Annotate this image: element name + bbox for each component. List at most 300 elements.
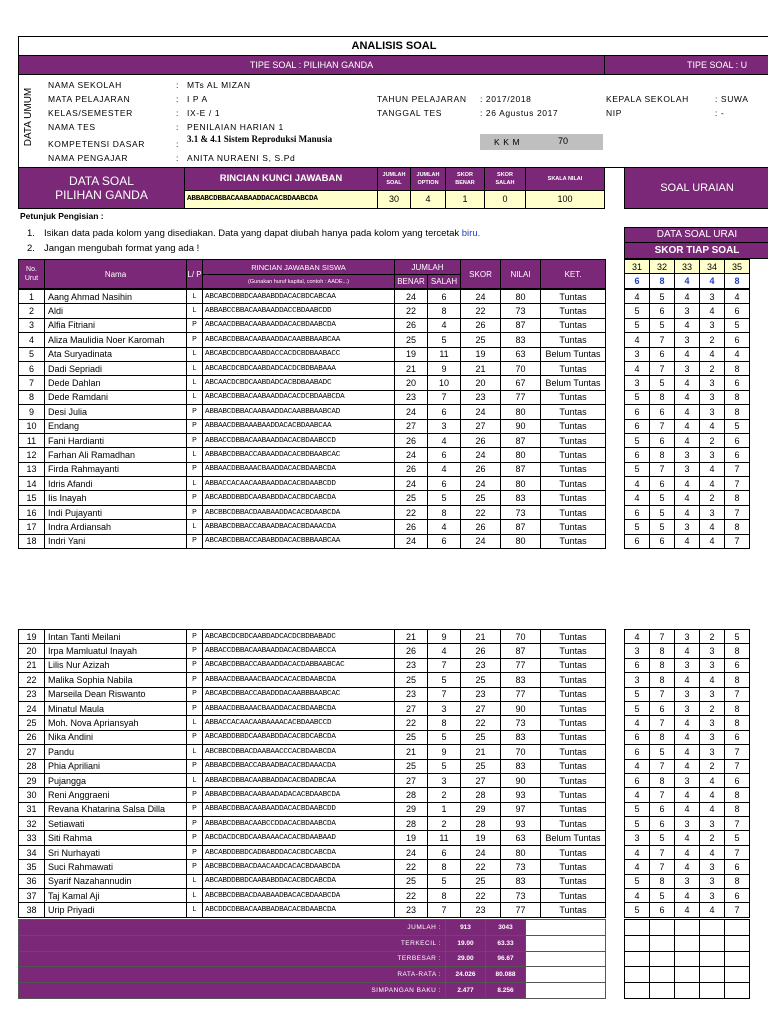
uraian-score[interactable]: 5 bbox=[625, 390, 650, 404]
student-answers[interactable]: ABBABCDBBACAABAADDACAABBBAABCAD bbox=[203, 405, 395, 419]
uraian-score[interactable]: 6 bbox=[725, 376, 750, 390]
uraian-score[interactable]: 4 bbox=[700, 788, 725, 802]
uraian-score[interactable]: 5 bbox=[650, 290, 675, 304]
uraian-score[interactable]: 4 bbox=[675, 376, 700, 390]
uraian-score[interactable]: 6 bbox=[650, 304, 675, 318]
student-name[interactable]: Indra Ardiansah bbox=[45, 520, 187, 534]
student-gender[interactable]: P bbox=[187, 759, 203, 773]
student-gender[interactable]: P bbox=[187, 491, 203, 505]
uraian-score[interactable]: 7 bbox=[725, 687, 750, 701]
student-gender[interactable]: P bbox=[187, 333, 203, 347]
uraian-score[interactable]: 4 bbox=[675, 318, 700, 332]
student-answers[interactable]: ABBACCACAACAABAADDACACBDAABCDD bbox=[203, 477, 395, 491]
uraian-score[interactable]: 7 bbox=[650, 419, 675, 433]
uraian-score[interactable]: 4 bbox=[700, 903, 725, 917]
student-gender[interactable]: P bbox=[187, 419, 203, 433]
skor-salah-input[interactable] bbox=[484, 190, 526, 209]
uraian-score[interactable]: 5 bbox=[625, 433, 650, 447]
student-answers[interactable]: ABCABCDCBDCAABDACCACDCBDBAABACC bbox=[203, 347, 395, 361]
uraian-score[interactable]: 4 bbox=[675, 290, 700, 304]
uraian-score[interactable]: 5 bbox=[625, 520, 650, 534]
uraian-score[interactable]: 4 bbox=[675, 644, 700, 658]
student-gender[interactable]: P bbox=[187, 687, 203, 701]
uraian-score[interactable]: 6 bbox=[725, 658, 750, 672]
uraian-score[interactable]: 8 bbox=[650, 773, 675, 787]
student-gender[interactable]: P bbox=[187, 845, 203, 859]
student-gender[interactable]: L bbox=[187, 376, 203, 390]
student-gender[interactable]: L bbox=[187, 874, 203, 888]
uraian-score[interactable]: 4 bbox=[625, 845, 650, 859]
uraian-score[interactable]: 3 bbox=[700, 390, 725, 404]
uraian-score[interactable]: 4 bbox=[700, 845, 725, 859]
uraian-score[interactable]: 6 bbox=[650, 534, 675, 548]
student-name[interactable]: Ata Suryadinata bbox=[45, 347, 187, 361]
uraian-score[interactable]: 4 bbox=[700, 304, 725, 318]
uraian-max[interactable]: 4 bbox=[675, 274, 700, 288]
student-answers[interactable]: ABCDDCDBBACAABBADBACACBDAABCDA bbox=[203, 903, 395, 917]
uraian-score[interactable]: 4 bbox=[675, 477, 700, 491]
uraian-score[interactable]: 4 bbox=[625, 860, 650, 874]
student-gender[interactable]: P bbox=[187, 505, 203, 519]
uraian-score[interactable]: 5 bbox=[625, 318, 650, 332]
uraian-score[interactable]: 3 bbox=[700, 730, 725, 744]
uraian-score[interactable]: 7 bbox=[650, 788, 675, 802]
uraian-score[interactable]: 7 bbox=[650, 860, 675, 874]
uraian-score[interactable]: 8 bbox=[650, 874, 675, 888]
uraian-score[interactable]: 3 bbox=[700, 874, 725, 888]
uraian-score[interactable]: 3 bbox=[700, 658, 725, 672]
uraian-score[interactable]: 6 bbox=[650, 802, 675, 816]
uraian-score[interactable]: 7 bbox=[650, 361, 675, 375]
uraian-score[interactable]: 3 bbox=[675, 687, 700, 701]
student-name[interactable]: Marseila Dean Riswanto bbox=[45, 687, 187, 701]
student-answers[interactable]: ABCABCDBBACCABAADDACACDABBAABCAC bbox=[203, 658, 395, 672]
uraian-score[interactable]: 4 bbox=[675, 730, 700, 744]
jumlah-soal-input[interactable] bbox=[377, 190, 411, 209]
uraian-score[interactable]: 8 bbox=[725, 491, 750, 505]
student-name[interactable]: Pujangga bbox=[45, 773, 187, 787]
uraian-score[interactable]: 5 bbox=[625, 903, 650, 917]
student-answers[interactable]: ABCBBCDBBACDAABAADDACACBDAABCDA bbox=[203, 505, 395, 519]
student-name[interactable]: Minatul Maula bbox=[45, 701, 187, 715]
student-name[interactable]: Irpa Mamluatul Inayah bbox=[45, 644, 187, 658]
uraian-score[interactable]: 4 bbox=[675, 347, 700, 361]
uraian-score[interactable]: 3 bbox=[625, 376, 650, 390]
student-gender[interactable]: P bbox=[187, 658, 203, 672]
uraian-score[interactable]: 3 bbox=[675, 701, 700, 715]
student-name[interactable]: Desi Julia bbox=[45, 405, 187, 419]
student-name[interactable]: Farhan Ali Ramadhan bbox=[45, 448, 187, 462]
student-answers[interactable]: ABCBBCDBBACDAABAADBACACBDAABCDA bbox=[203, 889, 395, 903]
uraian-score[interactable]: 7 bbox=[725, 534, 750, 548]
uraian-score[interactable]: 7 bbox=[725, 477, 750, 491]
uraian-score[interactable]: 2 bbox=[700, 759, 725, 773]
student-gender[interactable]: P bbox=[187, 860, 203, 874]
uraian-score[interactable]: 2 bbox=[700, 333, 725, 347]
uraian-score[interactable]: 6 bbox=[625, 419, 650, 433]
uraian-score[interactable]: 4 bbox=[675, 903, 700, 917]
student-name[interactable]: Indi Pujayanti bbox=[45, 505, 187, 519]
uraian-score[interactable]: 4 bbox=[675, 831, 700, 845]
uraian-score[interactable]: 3 bbox=[700, 716, 725, 730]
uraian-score[interactable]: 6 bbox=[650, 433, 675, 447]
uraian-score[interactable]: 5 bbox=[625, 817, 650, 831]
uraian-score[interactable]: 7 bbox=[725, 759, 750, 773]
uraian-score[interactable]: 8 bbox=[725, 701, 750, 715]
uraian-score[interactable]: 4 bbox=[725, 347, 750, 361]
uraian-score[interactable]: 3 bbox=[700, 290, 725, 304]
student-gender[interactable]: P bbox=[187, 462, 203, 476]
uraian-score[interactable]: 8 bbox=[725, 361, 750, 375]
nama-tes-value[interactable]: PENILAIAN HARIAN 1 bbox=[187, 122, 284, 132]
student-name[interactable]: Fani Hardianti bbox=[45, 433, 187, 447]
student-name[interactable]: Nika Andini bbox=[45, 730, 187, 744]
student-answers[interactable]: ABBACCDBBACAABAADDACACBDAABCCA bbox=[203, 644, 395, 658]
uraian-score[interactable]: 5 bbox=[625, 462, 650, 476]
student-name[interactable]: Alfia Fitriani bbox=[45, 318, 187, 332]
uraian-score[interactable]: 4 bbox=[675, 390, 700, 404]
student-answers[interactable]: ABBABCDBBACCABAADBACACBDAAACDA bbox=[203, 520, 395, 534]
uraian-score[interactable]: 4 bbox=[675, 491, 700, 505]
uraian-score[interactable]: 6 bbox=[650, 405, 675, 419]
uraian-score[interactable]: 4 bbox=[700, 347, 725, 361]
uraian-score[interactable]: 3 bbox=[675, 658, 700, 672]
uraian-score[interactable]: 7 bbox=[650, 462, 675, 476]
uraian-score[interactable]: 3 bbox=[700, 889, 725, 903]
uraian-score[interactable]: 5 bbox=[650, 831, 675, 845]
student-name[interactable]: Sri Nurhayati bbox=[45, 845, 187, 859]
kkm-value[interactable]: 70 bbox=[558, 136, 569, 146]
student-gender[interactable]: P bbox=[187, 534, 203, 548]
student-answers[interactable]: ABCAACDBBACAABAADDACACBDAABCDA bbox=[203, 318, 395, 332]
student-answers[interactable]: ABCDACDCBDCAABAAACACACBDAABAAD bbox=[203, 831, 395, 845]
uraian-score[interactable]: 3 bbox=[700, 745, 725, 759]
student-answers[interactable]: ABBABCDBBACAABAADADACACBDAABCDA bbox=[203, 788, 395, 802]
student-gender[interactable]: L bbox=[187, 773, 203, 787]
uraian-score[interactable]: 4 bbox=[625, 290, 650, 304]
uraian-score[interactable]: 2 bbox=[700, 831, 725, 845]
uraian-score[interactable]: 3 bbox=[675, 817, 700, 831]
student-gender[interactable]: L bbox=[187, 716, 203, 730]
uraian-score[interactable]: 3 bbox=[625, 673, 650, 687]
uraian-score[interactable]: 5 bbox=[650, 889, 675, 903]
student-answers[interactable]: ABCBBCDBBACDAABAACCCACBDAABCDA bbox=[203, 745, 395, 759]
uraian-score[interactable]: 4 bbox=[625, 889, 650, 903]
uraian-score[interactable]: 7 bbox=[650, 333, 675, 347]
student-answers[interactable]: ABCABCDBBACCABADDDACAABBBAABCAC bbox=[203, 687, 395, 701]
student-gender[interactable]: P bbox=[187, 802, 203, 816]
uraian-score[interactable]: 4 bbox=[625, 788, 650, 802]
student-gender[interactable]: L bbox=[187, 290, 203, 304]
uraian-score[interactable]: 4 bbox=[700, 477, 725, 491]
uraian-score[interactable]: 4 bbox=[675, 802, 700, 816]
uraian-score[interactable]: 5 bbox=[625, 304, 650, 318]
uraian-score[interactable]: 4 bbox=[675, 419, 700, 433]
uraian-score[interactable]: 5 bbox=[650, 520, 675, 534]
student-name[interactable]: Malika Sophia Nabila bbox=[45, 673, 187, 687]
uraian-score[interactable]: 4 bbox=[675, 534, 700, 548]
uraian-score[interactable]: 3 bbox=[700, 817, 725, 831]
student-gender[interactable]: P bbox=[187, 630, 203, 644]
student-name[interactable]: Urip Priyadi bbox=[45, 903, 187, 917]
uraian-score[interactable]: 5 bbox=[725, 630, 750, 644]
uraian-score[interactable]: 3 bbox=[675, 333, 700, 347]
uraian-score[interactable]: 3 bbox=[700, 860, 725, 874]
student-name[interactable]: Idris Afandi bbox=[45, 477, 187, 491]
student-gender[interactable]: P bbox=[187, 318, 203, 332]
student-answers[interactable]: ABCABCDCBDCAABDADCACDCBDBABAAA bbox=[203, 361, 395, 375]
uraian-score[interactable]: 8 bbox=[650, 730, 675, 744]
uraian-score[interactable]: 5 bbox=[725, 831, 750, 845]
uraian-score[interactable]: 7 bbox=[725, 845, 750, 859]
kepsek-value[interactable]: : SUWA bbox=[715, 94, 749, 104]
student-answers[interactable]: ABBABCCBBACAABAADDACCBDAABCDD bbox=[203, 304, 395, 318]
uraian-score[interactable]: 4 bbox=[700, 773, 725, 787]
uraian-score[interactable]: 8 bbox=[725, 802, 750, 816]
uraian-score[interactable]: 3 bbox=[700, 318, 725, 332]
student-name[interactable]: Aliza Maulidia Noer Karomah bbox=[45, 333, 187, 347]
uraian-score[interactable]: 6 bbox=[625, 730, 650, 744]
uraian-score[interactable]: 4 bbox=[675, 889, 700, 903]
student-answers[interactable]: ABBACCDBBACAABAADDACACBDAABCCD bbox=[203, 433, 395, 447]
uraian-score[interactable]: 4 bbox=[625, 361, 650, 375]
student-name[interactable]: Aang Ahmad Nasihin bbox=[45, 290, 187, 304]
student-name[interactable]: Revana Khatarina Salsa Dilla bbox=[45, 802, 187, 816]
uraian-score[interactable]: 4 bbox=[675, 716, 700, 730]
uraian-score[interactable]: 2 bbox=[700, 630, 725, 644]
uraian-score[interactable]: 6 bbox=[650, 477, 675, 491]
student-gender[interactable]: P bbox=[187, 730, 203, 744]
uraian-max[interactable]: 8 bbox=[650, 274, 675, 288]
uraian-score[interactable]: 4 bbox=[625, 491, 650, 505]
uraian-score[interactable]: 4 bbox=[625, 477, 650, 491]
uraian-score[interactable]: 7 bbox=[650, 759, 675, 773]
student-answers[interactable]: ABBACCACAACAABAAAACACBDAABCCD bbox=[203, 716, 395, 730]
uraian-score[interactable]: 4 bbox=[700, 520, 725, 534]
student-name[interactable]: Endang bbox=[45, 419, 187, 433]
uraian-score[interactable]: 6 bbox=[650, 347, 675, 361]
skala-nilai-input[interactable] bbox=[525, 190, 605, 209]
student-name[interactable]: Moh. Nova Apriansyah bbox=[45, 716, 187, 730]
student-gender[interactable]: L bbox=[187, 304, 203, 318]
uraian-score[interactable]: 5 bbox=[625, 687, 650, 701]
uraian-score[interactable]: 2 bbox=[700, 491, 725, 505]
uraian-score[interactable]: 6 bbox=[725, 773, 750, 787]
uraian-score[interactable]: 8 bbox=[725, 788, 750, 802]
nip-value[interactable]: : - bbox=[715, 108, 725, 118]
uraian-score[interactable]: 7 bbox=[725, 817, 750, 831]
uraian-score[interactable]: 4 bbox=[700, 419, 725, 433]
uraian-score[interactable]: 5 bbox=[625, 802, 650, 816]
uraian-score[interactable]: 8 bbox=[725, 673, 750, 687]
skor-benar-input[interactable] bbox=[445, 190, 485, 209]
student-name[interactable]: Aldi bbox=[45, 304, 187, 318]
student-answers[interactable]: ABCABCDBBACCABABDDACACBBBAABCAA bbox=[203, 534, 395, 548]
uraian-score[interactable]: 3 bbox=[700, 448, 725, 462]
student-answers[interactable]: ABCABDDBBDCAABABDDACACBDCABCDA bbox=[203, 874, 395, 888]
uraian-score[interactable]: 4 bbox=[675, 759, 700, 773]
kd-value[interactable]: 3.1 & 4.1 Sistem Reproduksi Manusia bbox=[187, 134, 333, 144]
uraian-score[interactable]: 8 bbox=[650, 658, 675, 672]
uraian-score[interactable]: 8 bbox=[650, 448, 675, 462]
student-answers[interactable]: ABCABDDBBDCAABABDDACACBDCABCDA bbox=[203, 491, 395, 505]
uraian-score[interactable]: 4 bbox=[700, 534, 725, 548]
student-name[interactable]: Reni Anggraeni bbox=[45, 788, 187, 802]
student-gender[interactable]: P bbox=[187, 644, 203, 658]
student-answers[interactable]: ABBABCDBBACAABAADDACACBDAABCDD bbox=[203, 802, 395, 816]
student-answers[interactable]: ABCABCDBBDCAABABDDACACBDCABCAA bbox=[203, 290, 395, 304]
uraian-score[interactable]: 3 bbox=[625, 831, 650, 845]
jumlah-option-input[interactable] bbox=[410, 190, 446, 209]
uraian-score[interactable]: 6 bbox=[625, 505, 650, 519]
uraian-score[interactable]: 6 bbox=[650, 701, 675, 715]
uraian-score[interactable]: 8 bbox=[725, 520, 750, 534]
uraian-score[interactable]: 6 bbox=[650, 817, 675, 831]
uraian-score[interactable]: 5 bbox=[725, 318, 750, 332]
uraian-score[interactable]: 2 bbox=[700, 361, 725, 375]
uraian-score[interactable]: 6 bbox=[625, 745, 650, 759]
student-answers[interactable]: ABBABCDBBACCABAADDACACBDBAABCAC bbox=[203, 448, 395, 462]
student-answers[interactable]: ABCABCDCBDCAABDADCACDCBDBABADC bbox=[203, 630, 395, 644]
uraian-score[interactable]: 7 bbox=[650, 716, 675, 730]
student-name[interactable]: Iis Inayah bbox=[45, 491, 187, 505]
student-name[interactable]: Taj Kamal Aji bbox=[45, 889, 187, 903]
uraian-score[interactable]: 6 bbox=[625, 658, 650, 672]
uraian-score[interactable]: 4 bbox=[725, 290, 750, 304]
kunci-jawaban-input[interactable] bbox=[184, 190, 378, 209]
uraian-score[interactable]: 8 bbox=[725, 390, 750, 404]
student-name[interactable]: Setiawati bbox=[45, 817, 187, 831]
uraian-score[interactable]: 5 bbox=[650, 505, 675, 519]
uraian-score[interactable]: 5 bbox=[725, 419, 750, 433]
uraian-score[interactable]: 8 bbox=[725, 644, 750, 658]
student-gender[interactable]: L bbox=[187, 889, 203, 903]
student-gender[interactable]: P bbox=[187, 673, 203, 687]
student-answers[interactable]: ABBABCDBBACCABAADBACACBDAAACDA bbox=[203, 759, 395, 773]
uraian-score[interactable]: 4 bbox=[675, 860, 700, 874]
uraian-score[interactable]: 4 bbox=[675, 788, 700, 802]
uraian-score[interactable]: 6 bbox=[625, 405, 650, 419]
uraian-score[interactable]: 3 bbox=[675, 462, 700, 476]
uraian-max[interactable]: 6 bbox=[625, 274, 650, 288]
student-answers[interactable]: ABCABDDBBDCAABABDDACACBDCABCDA bbox=[203, 730, 395, 744]
uraian-score[interactable]: 8 bbox=[725, 405, 750, 419]
uraian-score[interactable]: 6 bbox=[725, 433, 750, 447]
student-name[interactable]: Firda Rahmayanti bbox=[45, 462, 187, 476]
uraian-score[interactable]: 3 bbox=[700, 687, 725, 701]
uraian-score[interactable]: 7 bbox=[725, 505, 750, 519]
uraian-score[interactable]: 8 bbox=[650, 644, 675, 658]
uraian-score[interactable]: 3 bbox=[625, 644, 650, 658]
student-answers[interactable]: ABCABCDBBACAABAADDACACDCBDAABCDA bbox=[203, 390, 395, 404]
uraian-score[interactable]: 4 bbox=[675, 845, 700, 859]
uraian-score[interactable]: 4 bbox=[675, 405, 700, 419]
student-answers[interactable]: ABBAACDBBAAACBAADCACACBDAABCDA bbox=[203, 673, 395, 687]
uraian-score[interactable]: 6 bbox=[625, 773, 650, 787]
student-gender[interactable]: P bbox=[187, 831, 203, 845]
uraian-score[interactable]: 3 bbox=[700, 644, 725, 658]
uraian-score[interactable]: 2 bbox=[700, 701, 725, 715]
uraian-score[interactable]: 3 bbox=[675, 361, 700, 375]
student-gender[interactable]: P bbox=[187, 405, 203, 419]
uraian-score[interactable]: 4 bbox=[700, 673, 725, 687]
uraian-score[interactable]: 3 bbox=[675, 630, 700, 644]
uraian-score[interactable]: 3 bbox=[675, 520, 700, 534]
student-gender[interactable]: L bbox=[187, 477, 203, 491]
tanggal-value[interactable]: : 26 Agustus 2017 bbox=[480, 108, 559, 118]
uraian-score[interactable]: 4 bbox=[700, 462, 725, 476]
mapel-value[interactable]: I P A bbox=[187, 94, 208, 104]
student-name[interactable]: Indri Yani bbox=[45, 534, 187, 548]
uraian-score[interactable]: 6 bbox=[725, 889, 750, 903]
uraian-score[interactable]: 6 bbox=[725, 860, 750, 874]
pengajar-value[interactable]: ANITA NURAENI S, S.Pd bbox=[187, 153, 296, 163]
uraian-score[interactable]: 4 bbox=[625, 333, 650, 347]
uraian-score[interactable]: 3 bbox=[700, 405, 725, 419]
uraian-score[interactable]: 4 bbox=[675, 505, 700, 519]
uraian-score[interactable]: 4 bbox=[625, 630, 650, 644]
student-gender[interactable]: L bbox=[187, 520, 203, 534]
student-answers[interactable]: ABCAACDCBDCAABDADCACBDBAABADC bbox=[203, 376, 395, 390]
uraian-score[interactable]: 5 bbox=[625, 701, 650, 715]
uraian-score[interactable]: 3 bbox=[675, 304, 700, 318]
student-answers[interactable]: ABBAACDBBAAABAADDACACBDAABCAA bbox=[203, 419, 395, 433]
student-gender[interactable]: L bbox=[187, 361, 203, 375]
uraian-score[interactable]: 4 bbox=[675, 745, 700, 759]
uraian-score[interactable]: 6 bbox=[725, 448, 750, 462]
uraian-score[interactable]: 7 bbox=[725, 745, 750, 759]
uraian-score[interactable]: 7 bbox=[725, 903, 750, 917]
uraian-score[interactable]: 5 bbox=[650, 745, 675, 759]
student-name[interactable]: Pandu bbox=[45, 745, 187, 759]
student-gender[interactable]: L bbox=[187, 390, 203, 404]
student-gender[interactable]: L bbox=[187, 745, 203, 759]
uraian-score[interactable]: 5 bbox=[650, 318, 675, 332]
uraian-score[interactable]: 4 bbox=[625, 759, 650, 773]
uraian-score[interactable]: 6 bbox=[625, 534, 650, 548]
uraian-max[interactable]: 4 bbox=[700, 274, 725, 288]
student-answers[interactable]: ABCBBCDBBACDAACAADCACACBDAABCDA bbox=[203, 860, 395, 874]
uraian-score[interactable]: 7 bbox=[725, 462, 750, 476]
uraian-score[interactable]: 5 bbox=[650, 491, 675, 505]
student-gender[interactable]: P bbox=[187, 701, 203, 715]
student-name[interactable]: Syarif Nazahannudin bbox=[45, 874, 187, 888]
uraian-score[interactable]: 5 bbox=[625, 874, 650, 888]
uraian-score[interactable]: 6 bbox=[725, 304, 750, 318]
student-name[interactable]: Siti Rahma bbox=[45, 831, 187, 845]
uraian-score[interactable]: 7 bbox=[650, 630, 675, 644]
uraian-score[interactable]: 5 bbox=[650, 376, 675, 390]
student-answers[interactable]: ABBABCDBBACAABCCDDACACBDAABCDA bbox=[203, 817, 395, 831]
uraian-score[interactable]: 3 bbox=[675, 448, 700, 462]
nama-sekolah-value[interactable]: MTs AL MIZAN bbox=[187, 80, 251, 90]
tahun-value[interactable]: : 2017/2018 bbox=[480, 94, 532, 104]
student-answers[interactable]: ABCABDDBBDCADBABDDACACBDCABCDA bbox=[203, 845, 395, 859]
uraian-score[interactable]: 4 bbox=[675, 433, 700, 447]
uraian-score[interactable]: 3 bbox=[625, 347, 650, 361]
uraian-score[interactable]: 3 bbox=[675, 874, 700, 888]
uraian-score[interactable]: 6 bbox=[725, 333, 750, 347]
student-name[interactable]: Phia Apriliani bbox=[45, 759, 187, 773]
student-gender[interactable]: L bbox=[187, 903, 203, 917]
student-name[interactable]: Intan Tanti Meilani bbox=[45, 630, 187, 644]
student-answers[interactable]: ABCABCDBBACAABAADDACAABBBAABCAA bbox=[203, 333, 395, 347]
student-name[interactable]: Suci Rahmawati bbox=[45, 860, 187, 874]
uraian-score[interactable]: 8 bbox=[725, 874, 750, 888]
uraian-score[interactable]: 3 bbox=[675, 773, 700, 787]
uraian-max[interactable]: 8 bbox=[725, 274, 750, 288]
student-name[interactable]: Dadi Sepriadi bbox=[45, 361, 187, 375]
